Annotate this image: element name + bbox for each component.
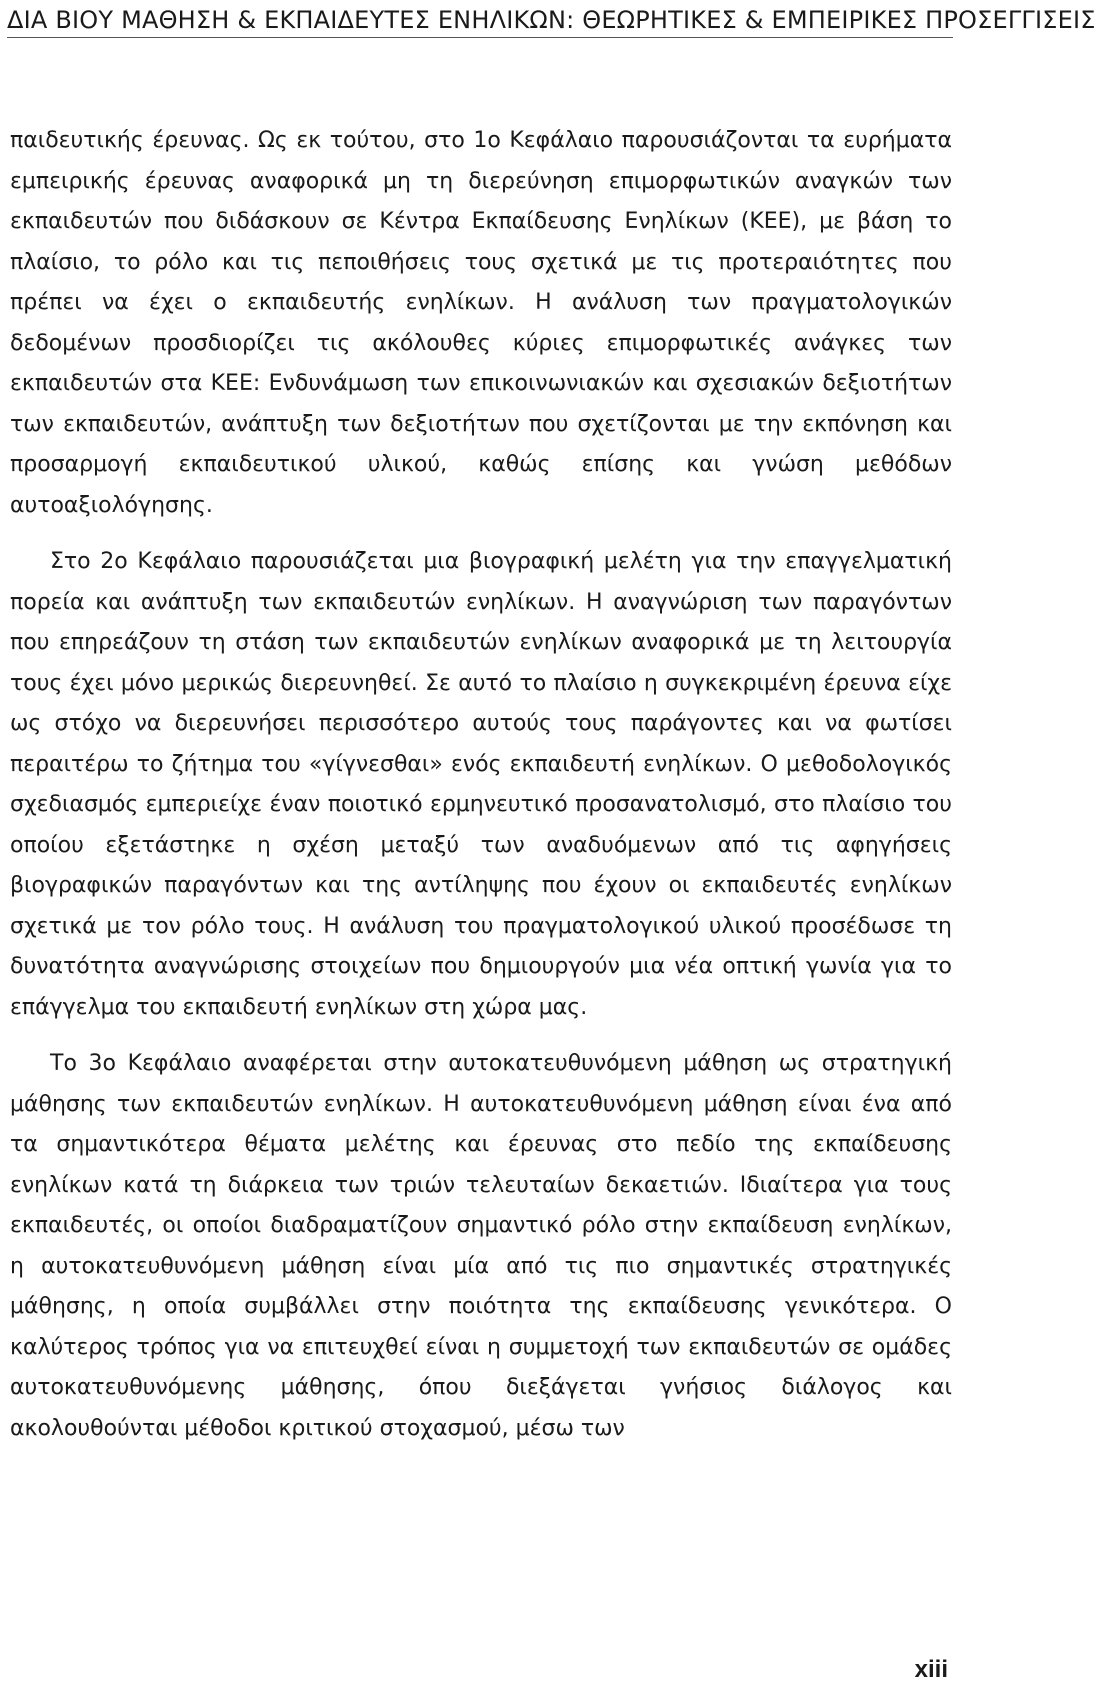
header-rule [7, 37, 953, 38]
page-body [10, 121, 952, 1465]
paragraph-3: Το 3ο Κεφάλαιο αναφέρεται στην αυτοκατευθυνόμενη μάθηση ως στρατηγική μάθησης των εκπαιδευτών ενηλίκων. Η αυτοκατευθυνόμενη μάθηση είναι ένα από τα σημαντικότερα θέματα μελέτης και έρευνας στο πεδίο της εκπαίδευσης ενηλίκων κατά τη διάρκεια των τριών τελευταίων δεκαετιών. Ιδιαίτερα για τους εκπαιδευτές, οι οποίοι διαδραματίζουν σημαντικό ρόλο στην εκπαίδευση ενηλίκων, η αυτοκατευθυνόμενη μάθηση είναι μία από τις πιο σημαντικές στρατηγικές μάθησης, η οποία συμβάλλει στην ποιότητα της εκπαίδευσης γενικότερα. Ο καλύτερος τρόπος για να επιτευχθεί είναι η συμμετοχή των εκπαιδευτών σε ομάδες αυτοκατευθυνόμενης μάθησης, όπου διεξάγεται γνήσιος διάλογος και ακολουθούνται μέθοδοι κριτικού στοχασμού, μέσω των [10, 1051, 952, 1441]
running-header: ΔΙΑ ΒΙΟΥ ΜΑΘΗΣΗ & ΕΚΠΑΙΔΕΥΤΕΣ ΕΝΗΛΙΚΩΝ: ΘΕΩΡΗΤΙΚΕΣ & ΕΜΠΕΙΡΙΚΕΣ ΠΡΟΣΕΓΓΙΣΕΙΣ [7, 6, 1096, 34]
page-number: xiii [914, 1656, 948, 1683]
paragraph-1: παιδευτικής έρευνας. Ως εκ τούτου, στο 1ο Κεφάλαιο παρουσιάζονται τα ευρήματα εμπειρικής έρευνας αναφορικά μη τη διερεύνηση επιμορφωτικών αναγκών των εκπαιδευτών που διδάσκουν σε Κέντρα Εκπαίδευσης Ενηλίκων (ΚΕΕ), με βάση το πλαίσιο, το ρόλο και τις πεποιθήσεις τους σχετικά με τις προτεραιότητες που πρέπει να έχει ο εκπαιδευτής ενηλίκων. Η ανάλυση των πραγματολογικών δεδομένων προσδιορίζει τις ακόλουθες κύριες επιμορφωτικές ανάγκες των εκπαιδευτών στα ΚΕΕ: Ενδυνάμωση των επικοινωνιακών και σχεσιακών δεξιοτήτων των εκπαιδευτών, ανάπτυξη των δεξιοτήτων που σχετίζονται με την εκπόνηση και προσαρμογή εκπαιδευτικού υλικού, καθώς επίσης και γνώση μεθόδων αυτοαξιολόγησης. [10, 128, 952, 518]
paragraph-2: Στο 2ο Κεφάλαιο παρουσιάζεται μια βιογραφική μελέτη για την επαγγελματική πορεία και ανάπτυξη των εκπαιδευτών ενηλίκων. Η αναγνώριση των παραγόντων που επηρεάζουν τη στάση των εκπαιδευτών ενηλίκων αναφορικά με τη λειτουργία τους έχει μόνο μερικώς διερευνηθεί. Σε αυτό το πλαίσιο η συγκεκριμένη έρευνα είχε ως στόχο να διερευνήσει περισσότερο αυτούς τους παράγοντες και να φωτίσει περαιτέρω το ζήτημα του «γίγνεσθαι» ενός εκπαιδευτή ενηλίκων. Ο μεθοδολογικός σχεδιασμός εμπεριείχε έναν ποιοτικό ερμηνευτικό προσανατολισμό, στο πλαίσιο του οποίου εξετάστηκε η σχέση μεταξύ των αναδυόμενων από τις αφηγήσεις βιογραφικών παραγόντων και της αντίληψης που έχουν οι εκπαιδευτές ενηλίκων σχετικά με τον ρόλο τους. Η ανάλυση του πραγματολογικού υλικού προσέδωσε τη δυνατότητα αναγνώρισης στοιχείων που δημιουργούν μια νέα οπτική γωνία για το επάγγελμα του εκπαιδευτή ενηλίκων στη χώρα μας. [10, 549, 952, 1020]
